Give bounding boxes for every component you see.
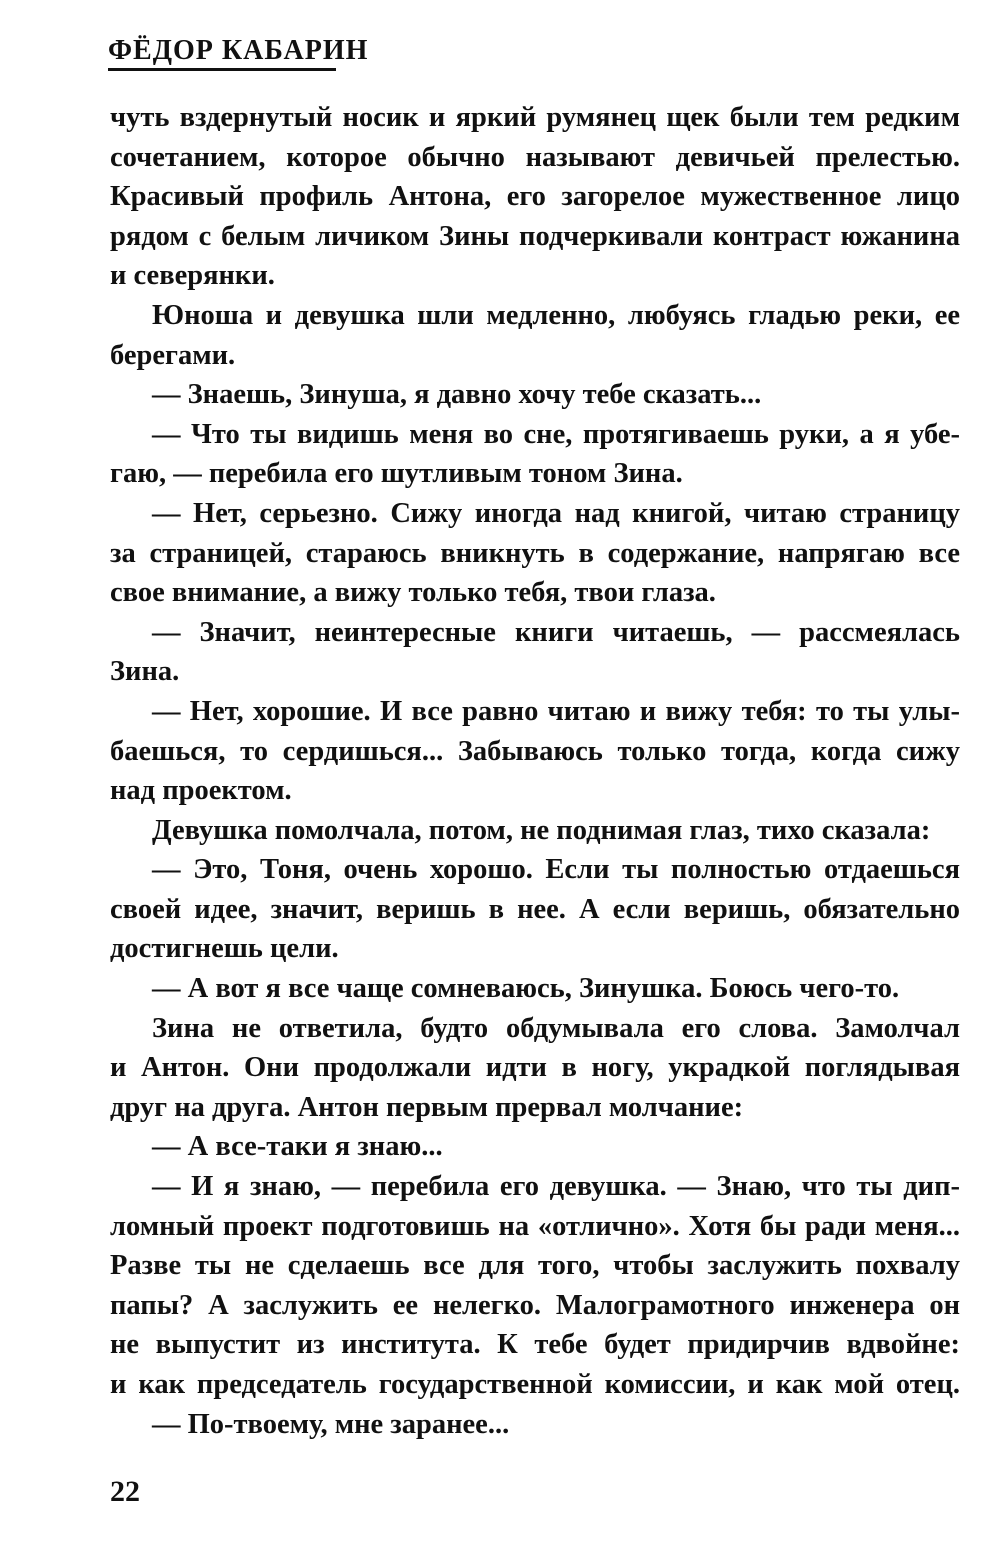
text-line: — А все-таки я знаю... (152, 1131, 443, 1163)
text-line: — По-твоему, мне заранее... (152, 1408, 510, 1440)
running-header: ФЁДОР КАБАРИН (108, 35, 369, 66)
text-line: Зина. (110, 656, 180, 688)
text-line: друг на друга. Антон первым прервал молчание: (110, 1091, 744, 1123)
body-text (110, 98, 960, 1444)
text-line: Зина не ответила, будто обдумывала его слова. Замолчал (152, 1012, 960, 1044)
text-line: — Что ты видишь меня во сне, протягиваешь руки, а я убе- (152, 418, 960, 450)
text-line: — Нет, серьезно. Сижу иногда над книгой, читаю страницу (152, 497, 960, 529)
text-line: не выпустит из института. К тебе будет придирчив вдвойне: (110, 1329, 960, 1361)
text-line: папы? А заслужить ее нелегко. Малограмотного инженера он (110, 1289, 960, 1321)
text-line: — Это, Тоня, очень хорошо. Если ты полностью отдаешься (152, 854, 960, 886)
text-line: — И я знаю, — перебила его девушка. — Знаю, что ты дип- (152, 1171, 960, 1203)
text-line: чуть вздернутый носик и яркий румянец щек были тем редким (110, 102, 960, 133)
text-line: ломный проект подготовишь на «отлично». Хотя бы ради меня... (110, 1210, 960, 1242)
text-line: и Антон. Они продолжали идти в ногу, украдкой поглядывая (110, 1052, 960, 1084)
text-line: Девушка помолчала, потом, не поднимая глаз, тихо сказала: (152, 814, 931, 846)
text-line: и северянки. (110, 260, 275, 292)
text-line: сочетанием, которое обычно называют девичьей прелестью. (110, 141, 960, 173)
text-line: — Значит, неинтересные книги читаешь, — рассмеялась (152, 616, 960, 648)
page-number: 22 (110, 1475, 140, 1508)
text-line: рядом с белым личиком Зины подчеркивали контраст южанина (110, 220, 960, 252)
text-line: — А вот я все чаще сомневаюсь, Зинушка. Боюсь чего-то. (152, 973, 900, 1005)
text-line: за страницей, стараюсь вникнуть в содержание, напрягаю все (110, 537, 960, 569)
text-line: Красивый профиль Антона, его загорелое мужественное лицо (110, 181, 960, 213)
text-line: берегами. (110, 339, 236, 371)
text-line: над проектом. (110, 775, 292, 807)
text-line: Разве ты не сделаешь все для того, чтобы заслужить похвалу (110, 1250, 960, 1282)
text-line: — Нет, хорошие. И все равно читаю и вижу тебя: то ты улы- (152, 695, 960, 727)
header-underline (108, 68, 336, 71)
text-line: Юноша и девушка шли медленно, любуясь гладью реки, ее (152, 299, 960, 331)
text-line: своей идее, значит, веришь в нее. А если веришь, обязательно (110, 893, 960, 925)
text-line: свое внимание, а вижу только тебя, твои глаза. (110, 577, 716, 609)
text-line: баешься, то сердишься... Забываюсь только тогда, когда сижу (110, 735, 960, 767)
text-line: достигнешь цели. (110, 933, 339, 965)
text-line: гаю, — перебила его шутливым тоном Зина. (110, 458, 683, 490)
text-line: — Знаешь, Зинуша, я давно хочу тебе сказать... (152, 379, 762, 411)
text-line: и как председатель государственной комиссии, и как мой отец. (110, 1369, 960, 1400)
